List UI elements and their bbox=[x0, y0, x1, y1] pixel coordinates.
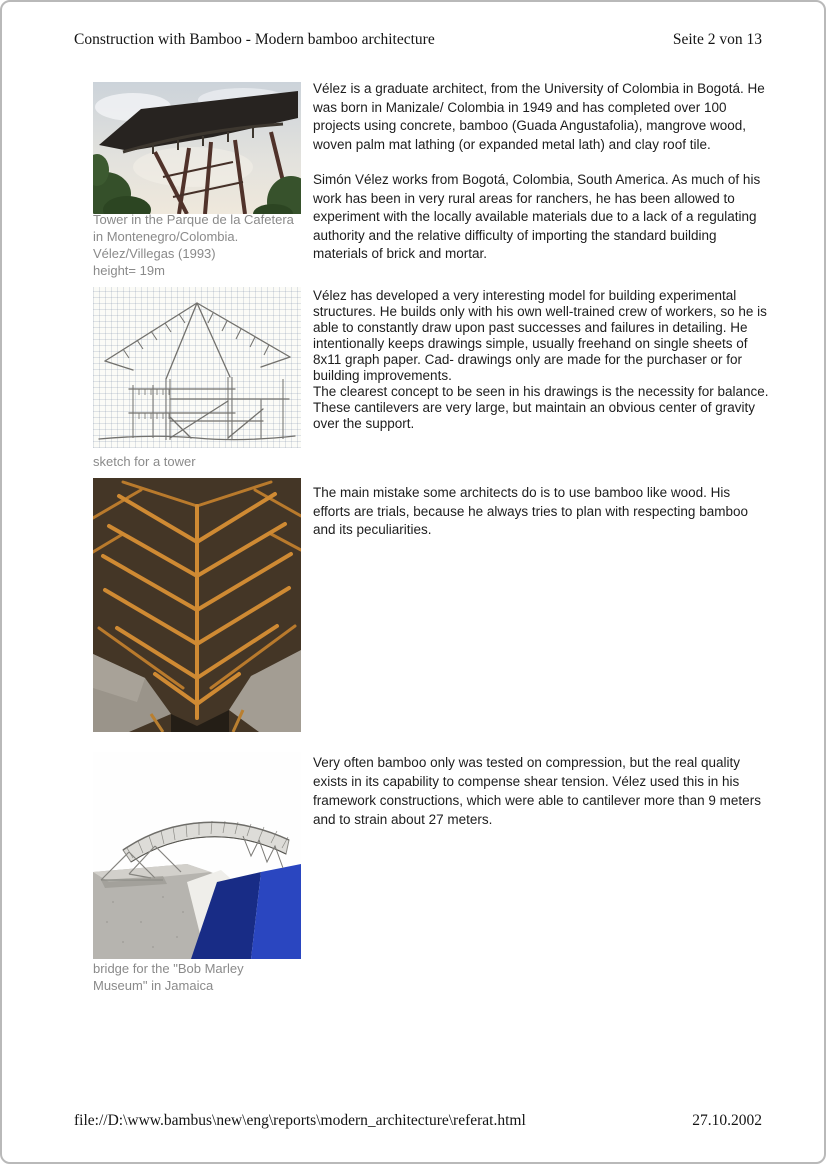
text-line: building improvements. bbox=[313, 368, 452, 383]
tower-sketch-image bbox=[93, 287, 301, 448]
figure-tower-photo bbox=[93, 82, 301, 214]
text-line: 8x11 graph paper. Cad- drawings only are made for the purchaser or for bbox=[313, 352, 742, 367]
page-footer bbox=[74, 1112, 762, 1130]
bridge-render-image bbox=[93, 752, 301, 959]
text-line: exists in its capability to compense shear tension. Vélez used this in his bbox=[313, 774, 740, 789]
text-line: height= 19m bbox=[93, 263, 165, 278]
bamboo-roof-image bbox=[93, 478, 301, 732]
caption-tower-photo bbox=[93, 211, 294, 279]
text-line: Vélez is a graduate architect, from the University of Colombia in Bogotá. He bbox=[313, 81, 765, 96]
text-line: woven palm mat lathing (or expanded metal lath) and clay roof tile. bbox=[313, 136, 711, 152]
text-line: The main mistake some architects do is to use bamboo like wood. His bbox=[313, 485, 731, 500]
text-line: The clearest concept to be seen in his drawings is the necessity for balance. bbox=[313, 384, 769, 399]
figure-bamboo-roof-photo bbox=[93, 478, 301, 732]
text-line: bridge for the "Bob Marley bbox=[93, 961, 244, 976]
text-line: sketch for a tower bbox=[93, 454, 196, 469]
text-line: structures. He builds only with his own well-trained crew of workers, so he is bbox=[313, 304, 767, 319]
figure-tower-sketch bbox=[93, 287, 301, 448]
text-line: and to strain about 27 meters. bbox=[313, 812, 493, 827]
text-line: was born in Manizale/ Colombia in 1949 and has completed over 100 bbox=[313, 99, 727, 115]
tower-photo-image bbox=[93, 82, 301, 214]
text-line: over the support. bbox=[313, 416, 415, 431]
page-number: Seite 2 von 13 bbox=[672, 31, 762, 48]
text-line: Simón Vélez works from Bogotá, Colombia, South America. As much of his bbox=[313, 172, 761, 187]
text-line: Vélez/Villegas (1993) bbox=[93, 246, 216, 261]
caption-tower-sketch bbox=[93, 453, 196, 470]
footer-file-url: file://D:\www.bambus\new\eng\reports\modern_architecture\referat.html bbox=[74, 1112, 526, 1129]
text-line: Vélez has developed a very interesting model for building experimental bbox=[313, 288, 737, 303]
paragraph-velez-rural-work bbox=[313, 171, 826, 264]
caption-bridge-render bbox=[93, 960, 244, 994]
page-header bbox=[74, 31, 762, 49]
paragraph-velez-intro bbox=[313, 80, 826, 154]
text-line: efforts are trials, because he always tries to plan with respecting bamboo bbox=[313, 503, 748, 519]
text-line: Tower in the Parque de la Cafetera bbox=[93, 212, 294, 227]
text-line: Museum" in Jamaica bbox=[93, 978, 214, 993]
text-line: authority and the relative difficulty of importing the standard building bbox=[313, 227, 717, 243]
text-line: Very often bamboo only was tested on compression, but the real quality bbox=[313, 755, 740, 770]
text-line: in Montenegro/Colombia. bbox=[93, 229, 239, 244]
text-line: These cantilevers are very large, but maintain an obvious center of gravity bbox=[313, 400, 755, 415]
paragraph-shear-tension bbox=[313, 753, 826, 829]
text-line: experiment with the locally available materials due to a lack of a regulating bbox=[313, 209, 757, 224]
text-line: work has been in very rural areas for ranchers, he has been allowed to bbox=[313, 190, 735, 206]
text-line: materials of brick and mortar. bbox=[313, 246, 488, 261]
text-line: intentionally keeps drawings simple, usually freehand on single sheets of bbox=[313, 336, 748, 351]
text-line: able to constantly draw upon past successes and failures in detailing. He bbox=[313, 320, 748, 335]
footer-date: 27.10.2002 bbox=[692, 1112, 762, 1129]
text-line: projects using concrete, bamboo (Guada Angustafolia), mangrove wood, bbox=[313, 118, 747, 133]
text-line: and its peculiarities. bbox=[313, 522, 432, 537]
paragraph-bamboo-like-wood bbox=[313, 484, 826, 540]
figure-bridge-render bbox=[93, 752, 301, 959]
text-line: framework constructions, which were able to cantilever more than 9 meters bbox=[313, 793, 761, 808]
document-title: Construction with Bamboo - Modern bamboo architecture bbox=[74, 31, 435, 48]
paragraph-drawing-model bbox=[313, 288, 826, 432]
